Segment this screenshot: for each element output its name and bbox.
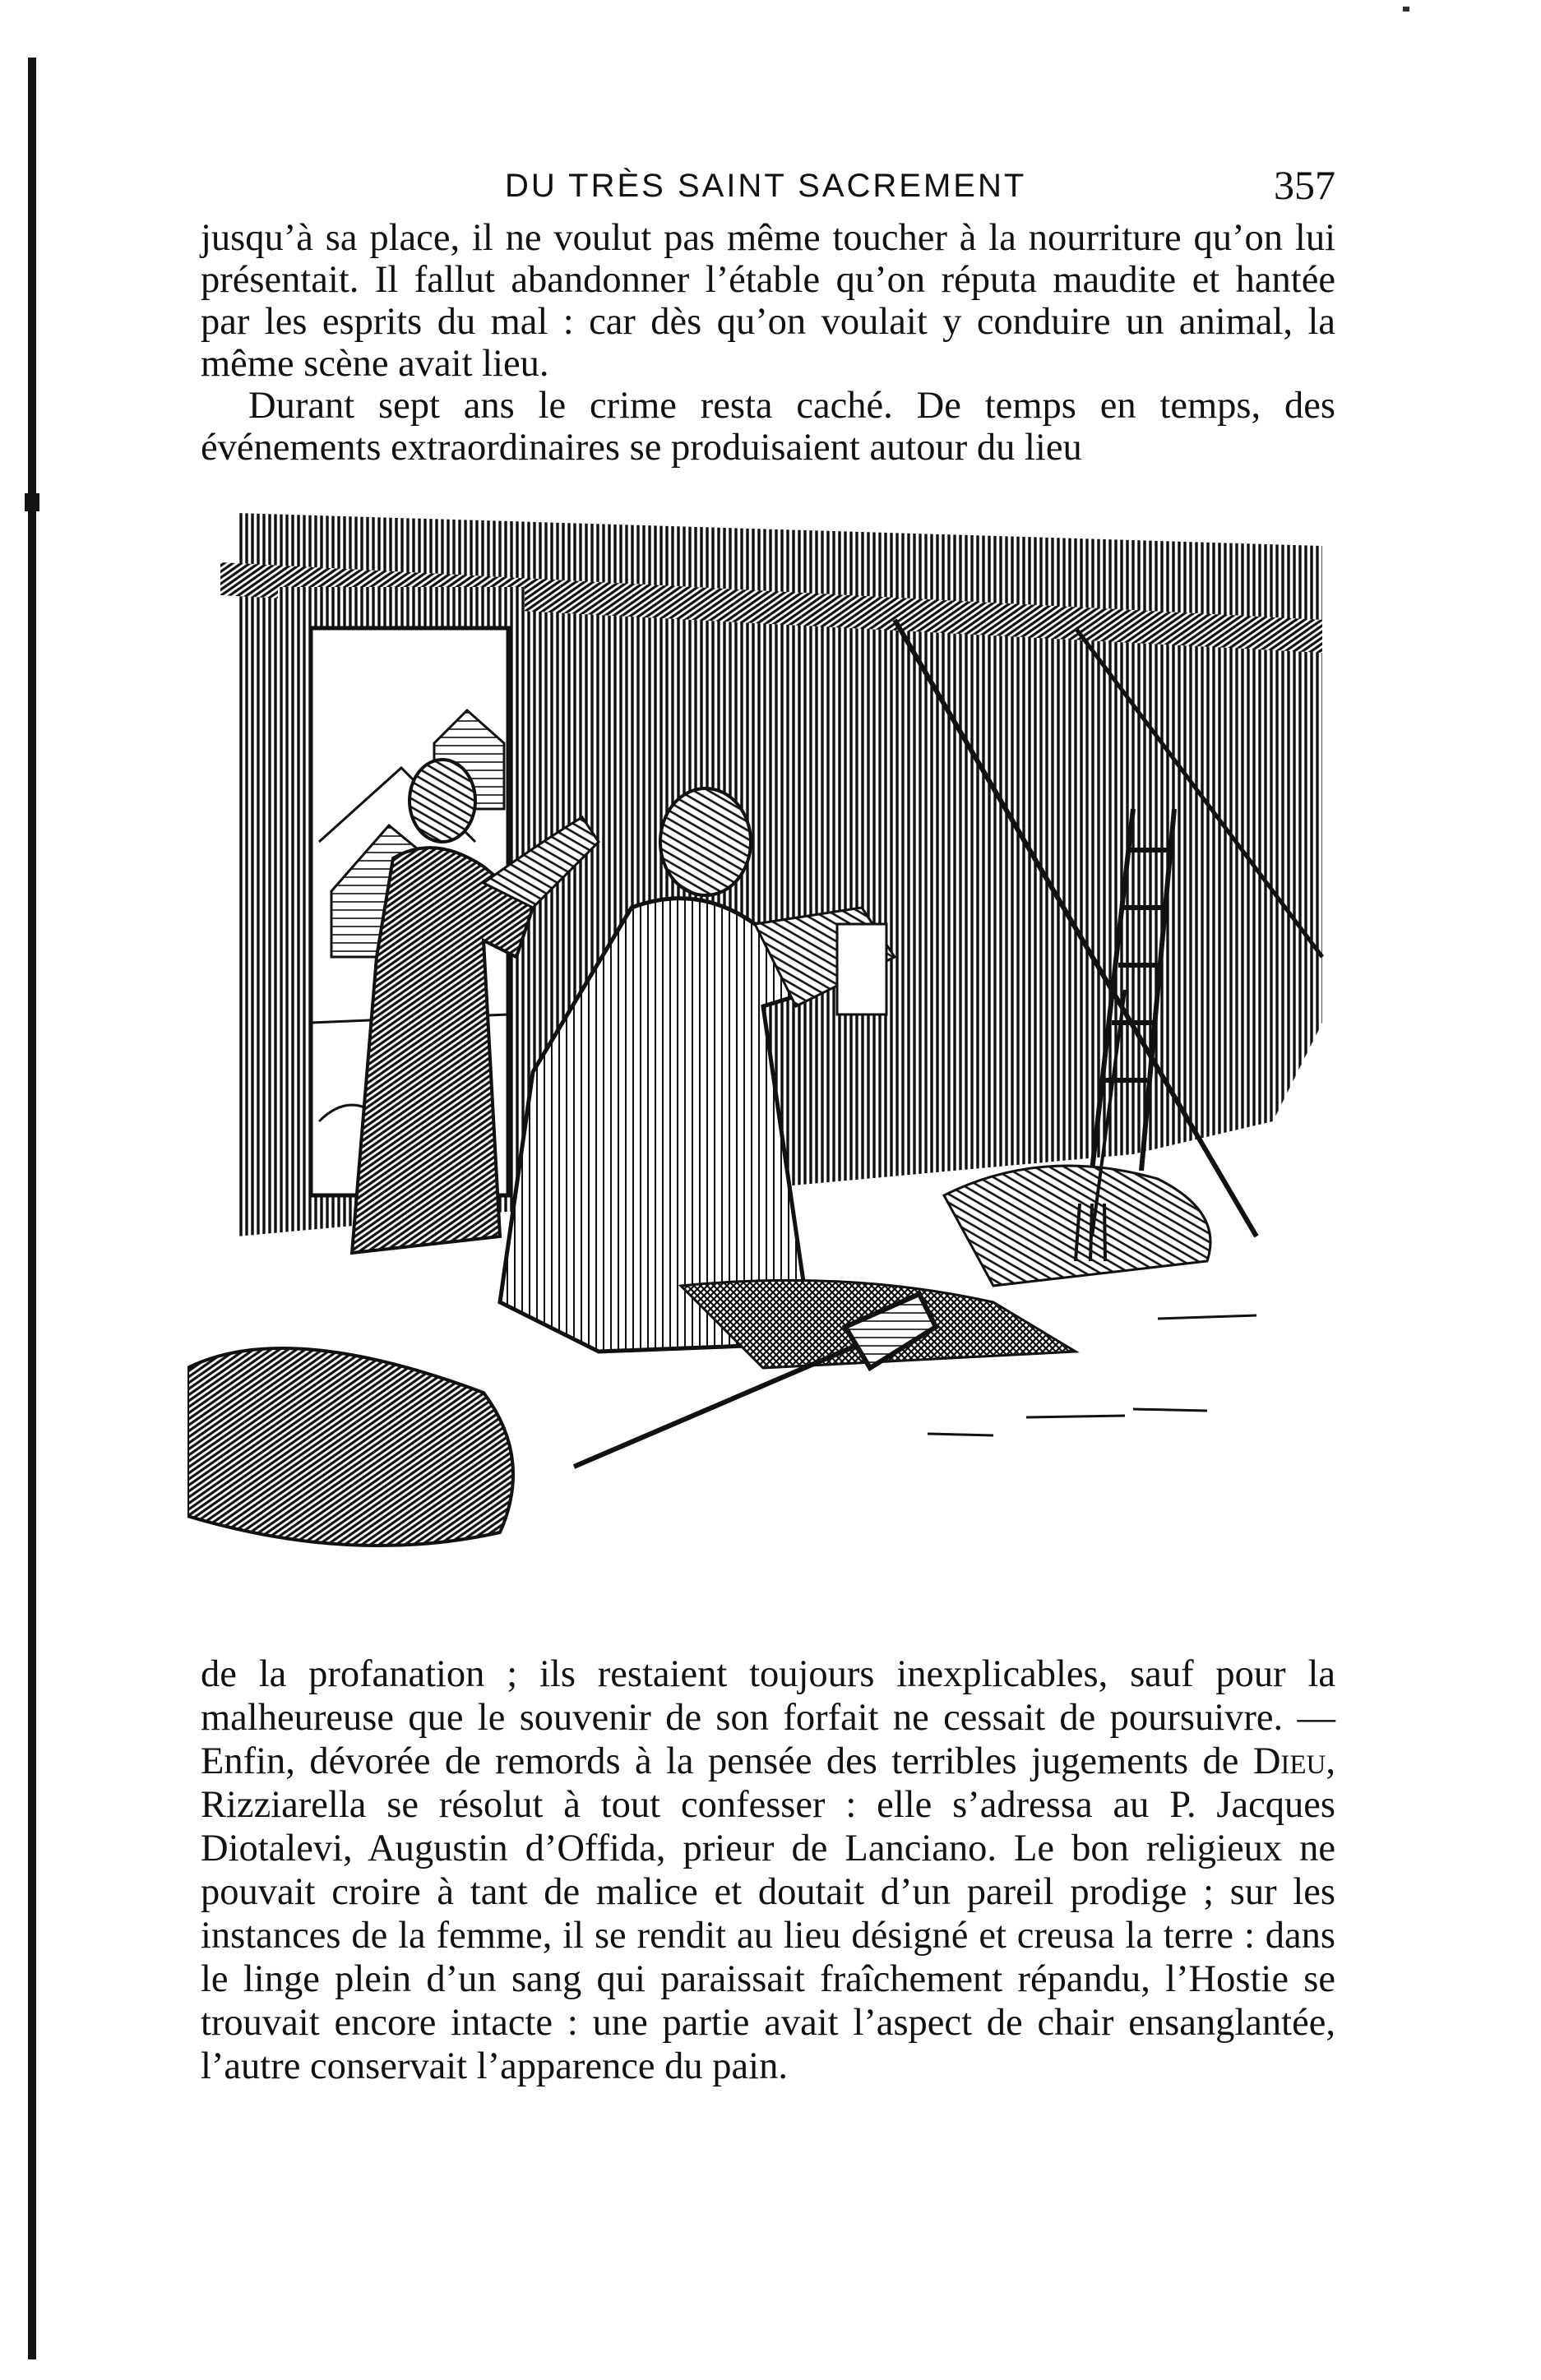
page-header (201, 161, 1335, 219)
margin-tick (25, 493, 39, 511)
text-block-top (201, 217, 1335, 469)
paragraph-2: Durant sept ans le crime resta caché. De temps en temps, des événements extraordinaires se produisaient autour du lieu (201, 385, 1335, 469)
divine-name: Dieu (1252, 1740, 1326, 1782)
paragraph-3 (201, 1652, 1335, 2088)
held-linen (837, 924, 886, 1014)
page-number: 357 (1274, 162, 1335, 208)
text-block-bottom (201, 1652, 1335, 2088)
paragraph-3-part-1: de la profanation ; ils restaient toujours inexplicables, sauf pour la malheureuse que le souvenir de son forfait ne cessait de poursuivre. — Enfin, dévorée de remords à la pensée des terribles jugements de (201, 1653, 1335, 1782)
corner-speck (1403, 7, 1409, 12)
hay-pile-left (187, 1348, 513, 1546)
page-margin-rule (28, 58, 36, 2359)
paragraph-1: jusqu’à sa place, il ne voulut pas même toucher à la nourriture qu’on lui présentait. Il fallut abandonner l’étable qu’on réputa maudite et hantée par les esprits du mal : car dès qu’on voulait y conduire un animal, la même scène avait lieu. (201, 217, 1335, 385)
running-head: DU TRÈS SAINT SACREMENT (505, 168, 1027, 204)
engraving-illustration (187, 497, 1355, 1639)
paragraph-3-part-2: , Rizziarella se résolut à tout confesser : elle s’adressa au P. Jacques Diotalevi, Augustin d’Offida, prieur de Lanciano. Le bon religieux ne pouvait croire à tant de malice et doutait d’un pareil prodige ; sur les instances de la femme, il se rendit au lieu désigné et creusa la terre : dans le linge plein d’un sang qui paraissait fraîchement répandu, l’Hostie se trouvait encore intacte : une partie avait l’aspect de chair ensanglantée, l’autre conservait l’apparence du pain. (201, 1740, 1335, 2087)
